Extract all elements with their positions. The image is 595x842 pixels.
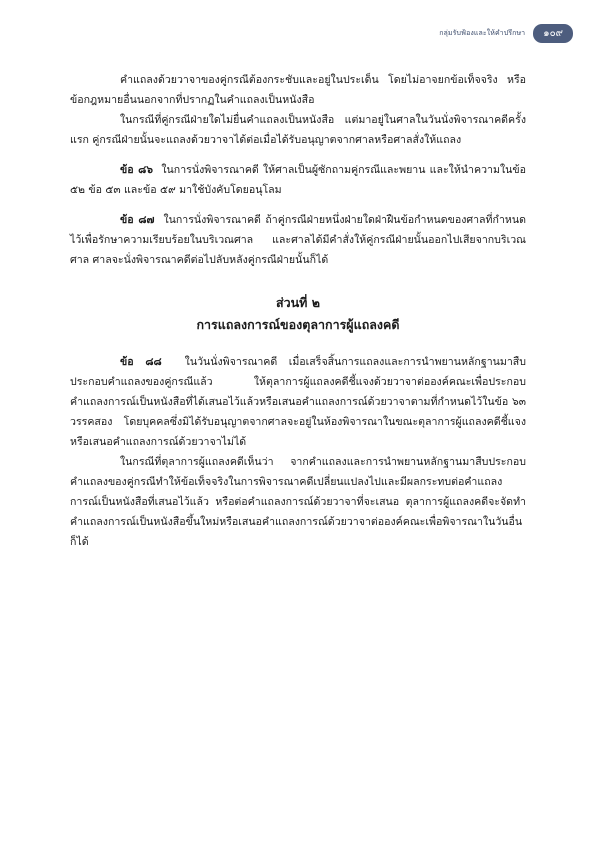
paragraph-no-written-statement: ในกรณีที่คู่กรณีฝ่ายใดไม่ยื่นคำแถลงเป็นหนังสือ แต่มาอยู่ในศาลในวันนั่งพิจารณาคดีครั้งแรก คู่กรณีฝ่ายนั้นจะแถลงด้วยวาจาได้ต่อเมื่อได้รับอนุญาตจากศาลหรือศาลสั่งให้แถลง [70, 114, 526, 146]
page-header [439, 24, 573, 43]
article-87-text: ในการนั่งพิจารณาคดี ถ้าคู่กรณีฝ่ายหนึ่งฝ่ายใดฝ่าฝืนข้อกำหนดของศาลที่กำหนดไว้เพื่อรักษาความเรียบร้อยในบริเวณศาล และศาลได้มีคำสั่งให้คู่กรณีฝ่ายนั้นออกไปเสียจากบริเวณศาล ศาลจะนั่งพิจารณาคดีต่อไปลับหลังคู่กรณีฝ่ายนั้นก็ได้ [70, 214, 526, 266]
article-86-text: ในการนั่งพิจารณาคดี ให้ศาลเป็นผู้ซักถามคู่กรณีและพยาน และให้นำความในข้อ ๕๒ ข้อ ๕๓ และข้อ ๕๙ มาใช้บังคับโดยอนุโลม [70, 164, 526, 196]
article-87-number: ข้อ ๘๗ [120, 214, 155, 226]
document-body [70, 70, 526, 552]
article-88-number: ข้อ ๘๘ [120, 356, 162, 368]
section-heading: ส่วนที่ ๒ [275, 295, 321, 310]
header-label: กลุ่มรับฟ้องและให้คำปรึกษา [439, 29, 526, 37]
article-88-text: ในวันนั่งพิจารณาคดี เมื่อเสร็จสิ้นการแถลงและการนำพยานหลักฐานมาสืบประกอบคำแถลงของคู่กรณีแล้ว ให้ตุลาการผู้แถลงคดีชี้แจงด้วยวาจาต่อองค์คณะเพื่อประกอบคำแถลงการณ์เป็นหนังสือที่ได้เสนอไว้แล้วหรือเสนอคำแถลงการณ์ด้วยวาจาตามที่กำหนดไว้ในข้อ ๖๓ วรรคสอง โดยบุคคลซึ่งมิได้รับอนุญาตจากศาลจะอยู่ในห้องพิจารณาในขณะตุลาการผู้แถลงคดีชี้แจง หรือเสนอคำแถลงการณ์ด้วยวาจาไม่ได้ [70, 356, 527, 448]
page-number-badge: ๑๐๙ [533, 24, 573, 43]
article-87 [70, 210, 526, 270]
paragraph-changed-facts: ในกรณีที่ตุลาการผู้แถลงคดีเห็นว่า จากคำแถลงและการนำพยานหลักฐานมาสืบประกอบคำแถลงของคู่กรณีทำให้ข้อเท็จจริงในการพิจารณาคดีเปลี่ยนแปลงไปและมีผลกระทบต่อคำแถลงการณ์เป็นหนังสือที่เสนอไว้แล้ว หรือต่อคำแถลงการณ์ด้วยวาจาที่จะเสนอ ตุลาการผู้แถลงคดีจะจัดทำคำแถลงการณ์เป็นหนังสือขึ้นใหม่หรือเสนอคำแถลงการณ์ด้วยวาจาต่อองค์คณะเพื่อพิจารณาในวันอื่นก็ได้ [70, 456, 526, 548]
article-86 [70, 160, 526, 200]
paragraph-oral-statement: คำแถลงด้วยวาจาของคู่กรณีต้องกระชับและอยู่ในประเด็น โดยไม่อาจยกข้อเท็จจริง หรือข้อกฎหมายอื่นนอกจากที่ปรากฏในคำแถลงเป็นหนังสือ [70, 74, 526, 106]
article-88 [70, 352, 526, 452]
article-86-number: ข้อ ๘๖ [120, 164, 153, 176]
section-title: การแถลงการณ์ของตุลาการผู้แถลงคดี [196, 317, 400, 332]
